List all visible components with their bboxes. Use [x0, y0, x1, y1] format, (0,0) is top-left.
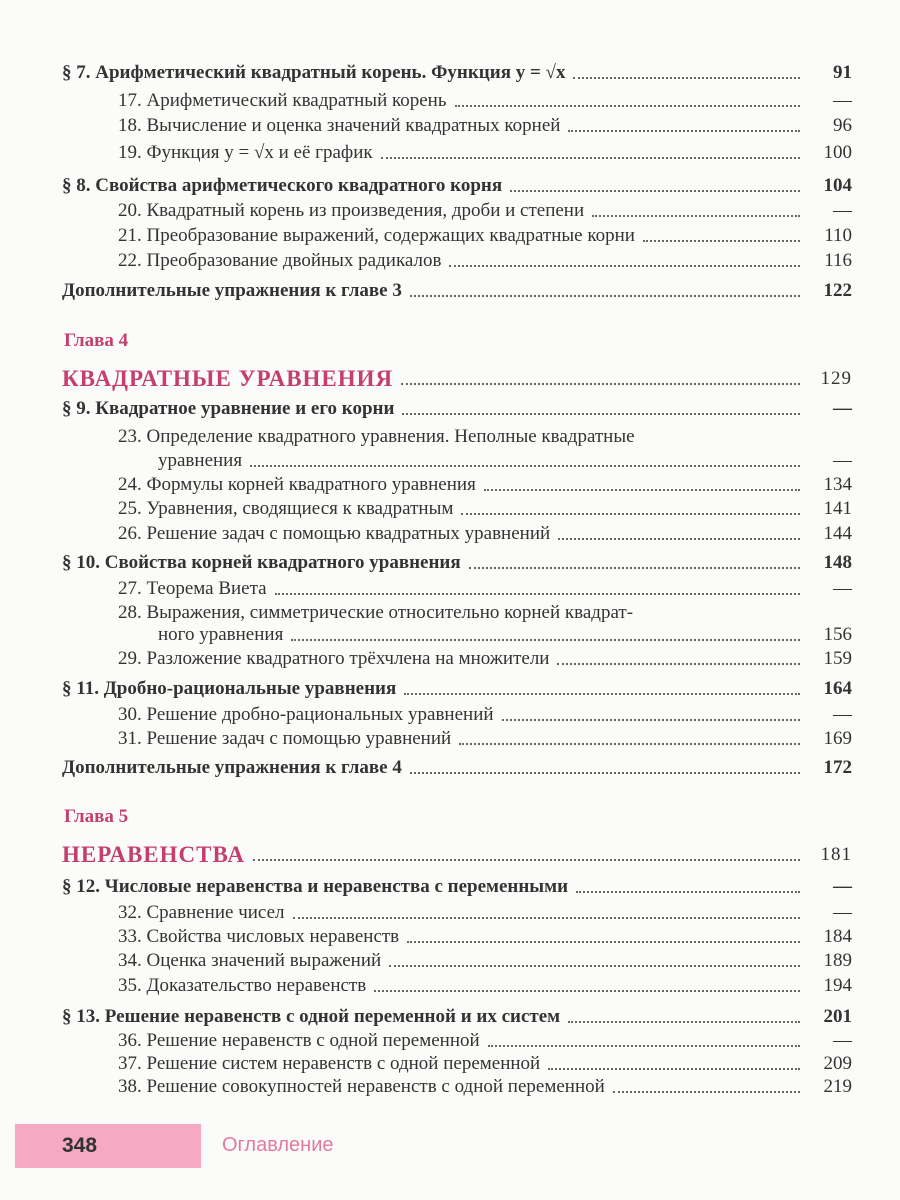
dot-leader: [253, 859, 800, 861]
subsection-entry: [0, 248, 900, 272]
subsection-entry: [0, 496, 900, 520]
entry-page-number: 144: [823, 523, 852, 544]
entry-page-number: 184: [823, 926, 852, 947]
entry-page-number: 129: [820, 368, 852, 389]
subsection-entry: [0, 113, 900, 137]
entry-title: 31. Решение задач с помощью уравнений: [118, 728, 452, 749]
entry-title: уравнения: [158, 450, 243, 471]
dot-leader: [643, 240, 800, 242]
entry-page-number: 219: [823, 1076, 852, 1097]
subsection-entry: [0, 1074, 900, 1098]
entry-title: НЕРАВЕНСТВА: [62, 842, 245, 867]
subsection-entry: [0, 472, 900, 496]
subsection-entry: [0, 521, 900, 545]
entry-page-number: —: [833, 90, 852, 111]
subsection-entry: [0, 1028, 900, 1052]
entry-page-number: —: [833, 902, 852, 923]
dot-leader: [410, 772, 800, 774]
subsection-entry: [0, 702, 900, 726]
subsection-entry: [0, 726, 900, 750]
dot-leader: [469, 567, 800, 569]
entry-page-number: —: [833, 876, 852, 897]
entry-title: 26. Решение задач с помощью квадратных уравнений: [118, 523, 551, 544]
entry-title: Дополнительные упражнения к главе 3: [62, 280, 402, 301]
entry-title: ного уравнения: [158, 624, 284, 645]
entry-page-number: 156: [823, 624, 852, 645]
dot-leader: [557, 663, 800, 665]
subsection-entry: [0, 140, 900, 164]
entry-title: § 8. Свойства арифметического квадратного корня: [62, 175, 503, 196]
section-entry: [0, 60, 900, 84]
entry-title: КВАДРАТНЫЕ УРАВНЕНИЯ: [62, 366, 394, 391]
entry-page-number: 141: [823, 498, 852, 519]
dot-leader: [461, 513, 800, 515]
entry-page-number: —: [833, 450, 852, 471]
entry-page-number: 134: [823, 474, 852, 495]
subsection-entry: [0, 622, 900, 646]
dot-leader: [459, 743, 800, 745]
entry-title: 36. Решение неравенств с одной переменной: [118, 1030, 480, 1051]
dot-leader: [510, 190, 800, 192]
entry-title: 29. Разложение квадратного трёхчлена на множители: [118, 648, 550, 669]
section-entry: [0, 1004, 900, 1028]
entry-title: Дополнительные упражнения к главе 4: [62, 757, 402, 778]
entry-page-number: 91: [833, 62, 852, 83]
dot-leader: [568, 1021, 800, 1023]
dot-leader: [389, 965, 800, 967]
entry-title: 23. Определение квадратного уравнения. Неполные квадратные: [118, 426, 635, 447]
entry-page-number: 116: [824, 250, 852, 271]
dot-leader: [404, 693, 800, 695]
entry-title: 25. Уравнения, сводящиеся к квадратным: [118, 498, 454, 519]
entry-page-number: —: [833, 1030, 852, 1051]
subsection-entry: [0, 424, 900, 448]
entry-title: 34. Оценка значений выражений: [118, 950, 382, 971]
entry-page-number: 169: [823, 728, 852, 749]
dot-leader: [484, 489, 800, 491]
section-entry: [0, 874, 900, 898]
section-entry: [0, 396, 900, 420]
entry-page-number: —: [833, 398, 852, 419]
entry-page-number: 164: [823, 678, 852, 699]
dot-leader: [401, 383, 800, 385]
dot-leader: [576, 891, 800, 893]
entry-title: 28. Выражения, симметрические относительно корней квадрат-: [118, 602, 634, 623]
entry-title: 19. Функция y = √x и её график: [118, 142, 373, 163]
entry-page-number: 148: [823, 552, 852, 573]
entry-page-number: —: [833, 200, 852, 221]
chapter-title-entry: [0, 842, 900, 866]
entry-title: 24. Формулы корней квадратного уравнения: [118, 474, 476, 495]
dot-leader: [568, 130, 800, 132]
entry-title: 18. Вычисление и оценка значений квадратных корней: [118, 115, 561, 136]
entry-title: § 11. Дробно-рациональные уравнения: [62, 678, 397, 699]
entry-page-number: 122: [823, 280, 852, 301]
entry-title: § 10. Свойства корней квадратного уравнения: [62, 552, 461, 573]
page-number: 348: [62, 1134, 98, 1157]
entry-page-number: 189: [823, 950, 852, 971]
chapter-label: Глава 4: [64, 330, 129, 351]
entry-page-number: 104: [823, 175, 852, 196]
entry-title: § 7. Арифметический квадратный корень. Функция y = √x: [62, 62, 566, 83]
entry-title: 27. Теорема Виета: [118, 578, 267, 599]
subsection-entry: [0, 88, 900, 112]
entry-title: 17. Арифметический квадратный корень: [118, 90, 447, 111]
chapter-label: Глава 5: [64, 806, 129, 827]
entry-title: 22. Преобразование двойных радикалов: [118, 250, 442, 271]
entry-page-number: 172: [823, 757, 852, 778]
dot-leader: [275, 593, 800, 595]
dot-leader: [449, 265, 800, 267]
subsection-entry: [0, 600, 900, 624]
dot-leader: [293, 917, 800, 919]
dot-leader: [410, 295, 800, 297]
subsection-entry: [0, 900, 900, 924]
entry-page-number: 201: [823, 1006, 852, 1027]
dot-leader: [374, 990, 800, 992]
dot-leader: [455, 105, 800, 107]
entry-page-number: 209: [823, 1053, 852, 1074]
entry-title: 35. Доказательство неравенств: [118, 975, 367, 996]
subsection-entry: [0, 646, 900, 670]
dot-leader: [548, 1068, 800, 1070]
dot-leader: [402, 413, 800, 415]
entry-page-number: 96: [833, 115, 852, 136]
entry-title: 21. Преобразование выражений, содержащих квадратные корни: [118, 225, 635, 246]
entry-title: 30. Решение дробно-рациональных уравнений: [118, 704, 494, 725]
running-title: Оглавление: [222, 1134, 334, 1156]
section-entry: [0, 755, 900, 779]
entry-title: 32. Сравнение чисел: [118, 902, 285, 923]
entry-page-number: —: [833, 578, 852, 599]
dot-leader: [573, 77, 800, 79]
entry-page-number: 181: [820, 844, 852, 865]
dot-leader: [250, 465, 800, 467]
dot-leader: [558, 538, 800, 540]
dot-leader: [407, 941, 800, 943]
entry-title: § 12. Числовые неравенства и неравенства с переменными: [62, 876, 569, 897]
entry-title: § 9. Квадратное уравнение и его корни: [62, 398, 395, 419]
dot-leader: [291, 639, 800, 641]
chapter-title-entry: [0, 366, 900, 390]
entry-page-number: 194: [823, 975, 852, 996]
entry-page-number: —: [833, 704, 852, 725]
subsection-entry: [0, 973, 900, 997]
subsection-entry: [0, 948, 900, 972]
subsection-entry: [0, 198, 900, 222]
entry-title: 37. Решение систем неравенств с одной переменной: [118, 1053, 541, 1074]
section-entry: [0, 550, 900, 574]
entry-title: 38. Решение совокупностей неравенств с одной переменной: [118, 1076, 605, 1097]
entry-title: § 13. Решение неравенств с одной переменной и их систем: [62, 1006, 561, 1027]
subsection-entry: [0, 223, 900, 247]
entry-page-number: 110: [824, 225, 852, 246]
section-entry: [0, 278, 900, 302]
entry-title: 33. Свойства числовых неравенств: [118, 926, 400, 947]
subsection-entry: [0, 1051, 900, 1075]
subsection-entry: [0, 448, 900, 472]
subsection-entry: [0, 576, 900, 600]
page-number-tab: [15, 1124, 201, 1168]
section-entry: [0, 676, 900, 700]
dot-leader: [381, 157, 800, 159]
entry-title: 20. Квадратный корень из произведения, дроби и степени: [118, 200, 585, 221]
dot-leader: [502, 719, 800, 721]
section-entry: [0, 173, 900, 197]
subsection-entry: [0, 924, 900, 948]
dot-leader: [613, 1091, 800, 1093]
entry-page-number: 100: [823, 142, 852, 163]
entry-page-number: 159: [823, 648, 852, 669]
dot-leader: [592, 215, 800, 217]
dot-leader: [488, 1045, 800, 1047]
